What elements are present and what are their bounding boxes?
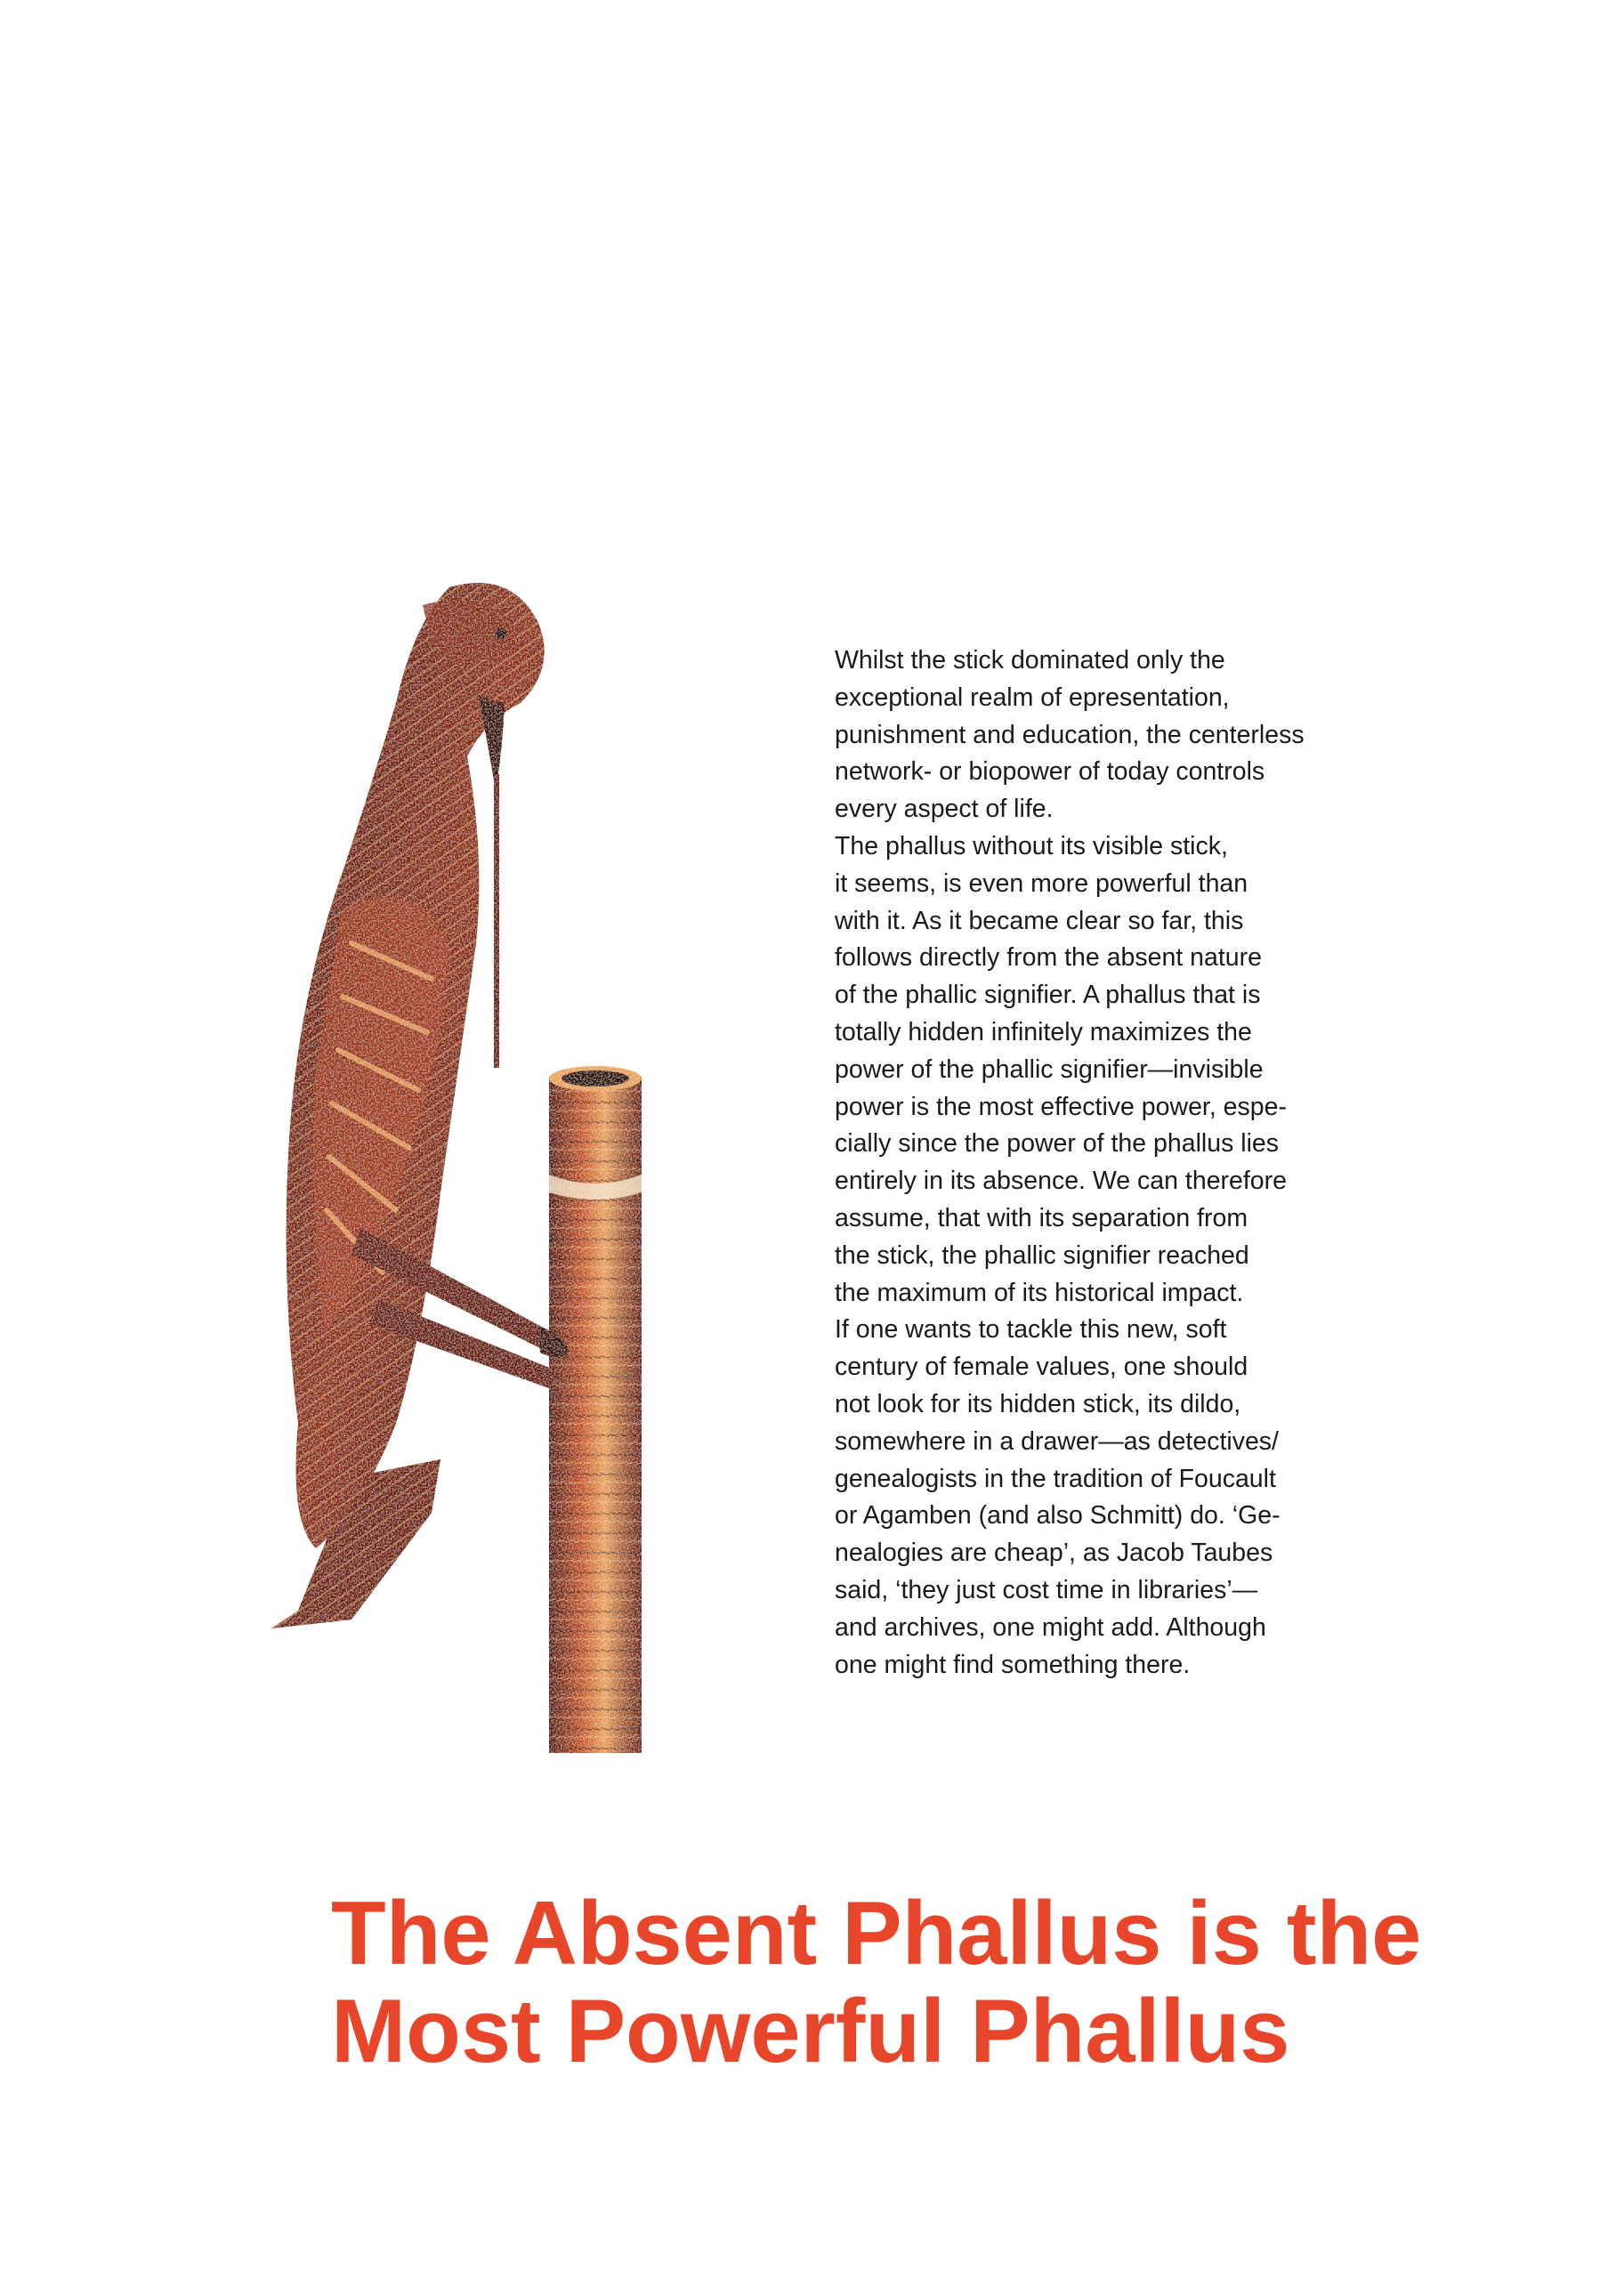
crow-on-stick-illustration bbox=[218, 570, 681, 1762]
body-line: If one wants to tackle this new, soft bbox=[835, 1315, 1227, 1345]
body-line: it seems, is even more powerful than bbox=[835, 868, 1248, 898]
body-line: said, ‘they just cost time in libraries’— bbox=[835, 1575, 1258, 1604]
article-body bbox=[835, 642, 1369, 1684]
body-line: somewhere in a drawer—as detectives/ bbox=[835, 1426, 1279, 1456]
crow-eye-icon bbox=[496, 628, 506, 639]
body-line: cially since the power of the phallus lies bbox=[835, 1129, 1280, 1159]
body-line: the stick, the phallic signifier reached bbox=[835, 1240, 1249, 1270]
body-line: every aspect of life. bbox=[835, 795, 1054, 824]
body-line: power of the phallic signifier—invisible bbox=[835, 1054, 1264, 1084]
stick bbox=[549, 1066, 642, 1753]
body-line: network- or biopower of today controls bbox=[835, 757, 1265, 787]
body-line: assume, that with its separation from bbox=[835, 1203, 1248, 1232]
crow bbox=[271, 583, 570, 1628]
body-line: power is the most effective power, espe- bbox=[835, 1092, 1287, 1121]
body-line: Whilst the stick dominated only the bbox=[835, 646, 1225, 675]
body-line: punishment and education, the centerless bbox=[835, 720, 1305, 749]
page-title-line: Most Powerful Phallus bbox=[331, 1982, 1290, 2081]
body-line: not look for its hidden stick, its dildo, bbox=[835, 1389, 1241, 1418]
body-line: century of female values, one should bbox=[835, 1353, 1248, 1382]
body-line: follows directly from the absent nature bbox=[835, 943, 1262, 973]
body-line: the maximum of its historical impact. bbox=[835, 1278, 1244, 1307]
body-line: genealogists in the tradition of Foucault bbox=[835, 1464, 1276, 1493]
body-line: of the phallic signifier. A phallus that is bbox=[835, 981, 1261, 1010]
body-line: one might find something there. bbox=[835, 1650, 1191, 1679]
body-line: with it. As it became clear so far, this bbox=[835, 906, 1244, 935]
body-line: The phallus without its visible stick, bbox=[835, 831, 1228, 860]
body-line: or Agamben (and also Schmitt) do. ‘Ge- bbox=[835, 1501, 1281, 1531]
page-title bbox=[331, 1885, 1595, 2080]
page-title-line: The Absent Phallus is the bbox=[331, 1884, 1422, 1983]
body-line: nealogies are cheap’, as Jacob Taubes bbox=[835, 1539, 1273, 1568]
body-line: entirely in its absence. We can therefore bbox=[835, 1167, 1287, 1196]
body-line: exceptional realm of epresentation, bbox=[835, 683, 1230, 712]
body-line: and archives, one might add. Although bbox=[835, 1612, 1266, 1642]
body-line: totally hidden infinitely maximizes the bbox=[835, 1017, 1252, 1046]
